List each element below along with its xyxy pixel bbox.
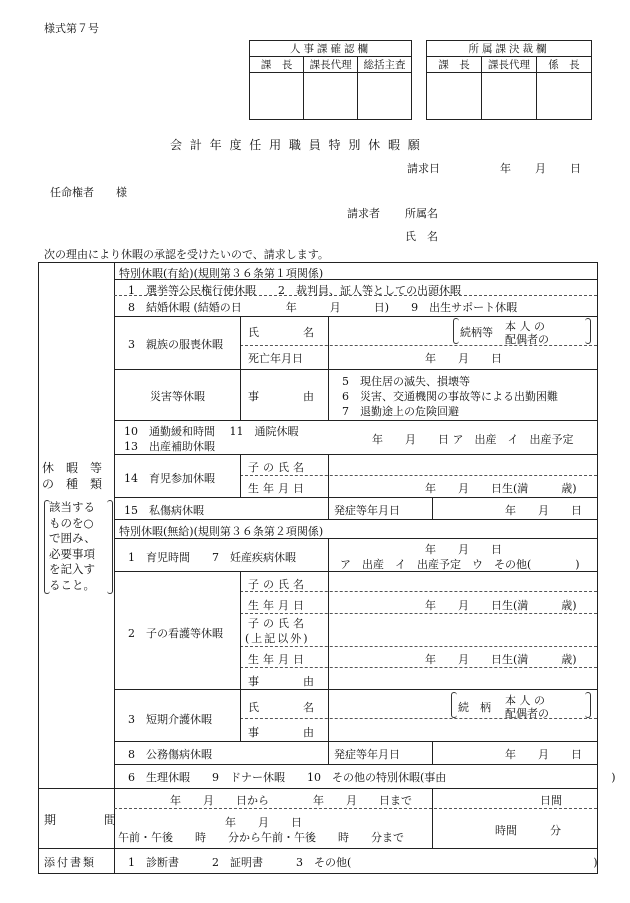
injury-onset-label: 発症等年月日 [334, 504, 400, 517]
commute-line1[interactable]: 10 通勤緩和時間 11 通院休暇 [124, 425, 299, 438]
dept-col-2: 課長代理 [482, 57, 537, 73]
unpaid-header: 特別休暇(無給)(規則第３６条第２項関係) [119, 525, 324, 538]
hr-col-3: 総括主査 [358, 57, 412, 73]
note-line-6: ること。 [49, 577, 95, 592]
nursing-birth-value[interactable]: 年 月 日生(満 歳) [425, 599, 577, 612]
hr-col-1: 課 長 [250, 57, 304, 73]
dept-stamp-1[interactable] [427, 73, 482, 120]
period-from-to[interactable]: 年 月 日から 年 月 日まで [170, 794, 412, 807]
disaster-reason-label: 事 由 [248, 390, 314, 403]
hr-approval-title: 人事課確認欄 [250, 41, 412, 57]
mourning-label[interactable]: 3 親族の服喪休暇 [128, 338, 223, 351]
other-leaves[interactable]: 6 生理休暇 9 ドナー休暇 10 その他の特別休暇(事由 ) [128, 771, 616, 784]
dept-stamp-2[interactable] [482, 73, 537, 120]
hr-approval-box [249, 40, 412, 120]
intro-text: 次の理由により休暇の承認を受けたいので、請求します。 [44, 248, 329, 261]
requester-name-label: 氏 名 [405, 230, 438, 243]
mourning-spouse[interactable]: 配偶者の [505, 333, 549, 346]
period-label: 期 間 [44, 813, 117, 827]
nursing-birth2-label: 生年月日 [248, 653, 308, 666]
page-title: 会 計 年 度 任 用 職 員 特 別 休 暇 願 [170, 138, 422, 152]
disaster-label[interactable]: 災害等休暇 [150, 390, 205, 403]
requester-label: 請求者 [347, 207, 380, 220]
nursing-reason-label: 事 由 [248, 675, 314, 688]
short-care-reason-label: 事 由 [248, 726, 314, 739]
request-date-day[interactable]: 日 [570, 162, 581, 175]
period-date[interactable]: 年 月 日 [225, 816, 302, 829]
dept-name-label: 所属名 [405, 207, 438, 220]
note-line-3: で囲み、 [49, 531, 96, 545]
work-injury-date[interactable]: 年 月 日 [505, 748, 582, 761]
mourning-death-date[interactable]: 年 月 日 [425, 352, 502, 365]
nursing-birth2-value[interactable]: 年 月 日生(満 歳) [425, 653, 577, 666]
work-injury-onset-label: 発症等年月日 [334, 748, 400, 761]
work-injury-label[interactable]: 8 公務傷病休暇 [128, 748, 212, 761]
leave-type-note [49, 500, 96, 593]
paid-row1-line2[interactable]: 8 結婚休暇 (結婚の日 年 月 日) 9 出生サポート休暇 [128, 301, 518, 314]
childcare-birth-value[interactable]: 年 月 日生(満 歳) [425, 482, 577, 495]
hr-stamp-1[interactable] [250, 73, 304, 120]
attachments-items[interactable]: 1 診断書 2 証明書 3 その他( ) [128, 856, 598, 869]
childcare-time-options[interactable]: ア 出産 イ 出産予定 ウ その他( ) [340, 558, 580, 571]
childcare-time-label[interactable]: 1 育児時間 7 妊産疾病休暇 [128, 551, 296, 564]
period-time-range[interactable]: 午前・午後 時 分から午前・午後 時 分まで [118, 831, 404, 844]
dept-approval-box [426, 40, 592, 120]
leave-type-title-1: 休 暇 等 [42, 461, 103, 475]
mourning-name-label: 氏 名 [248, 326, 314, 339]
injury-date[interactable]: 年 月 日 [505, 504, 582, 517]
dept-stamp-3[interactable] [536, 73, 591, 120]
childcare-time-date[interactable]: 年 月 日 [425, 543, 502, 556]
injury-label[interactable]: 15 私傷病休暇 [124, 504, 204, 517]
leave-type-title-2: の 種 類 [42, 477, 103, 491]
request-date-year[interactable]: 年 [500, 162, 511, 175]
hr-col-2: 課長代理 [304, 57, 358, 73]
commute-line2[interactable]: 13 出産補助休暇 [124, 440, 215, 453]
mourning-self[interactable]: 本 人 の [505, 320, 545, 333]
paid-header: 特別休暇(有給)(規則第３６条第１項関係) [119, 267, 324, 280]
childcare-label[interactable]: 14 育児参加休暇 [124, 472, 215, 485]
nursing-child-name2: 子の氏名 [248, 617, 308, 630]
short-care-relation: 続 柄 [458, 701, 491, 714]
short-care-spouse[interactable]: 配偶者の [505, 707, 549, 720]
form-id: 様式第７号 [44, 22, 99, 35]
disaster-item-6[interactable]: 6 災害、交通機関の事故等による出勤困難 [342, 390, 558, 403]
request-date-month[interactable]: 月 [535, 162, 546, 175]
period-days[interactable]: 日間 [540, 794, 562, 807]
note-line-2: ものを○ [49, 515, 94, 530]
childcare-child-name: 子の氏名 [248, 461, 308, 474]
note-line-5: を記入す [49, 562, 95, 576]
addressee: 任命権者 様 [50, 186, 127, 199]
dept-approval-title: 所属課決裁欄 [427, 41, 592, 57]
short-care-self[interactable]: 本 人 の [505, 694, 545, 707]
note-line-1: 該当する [49, 500, 95, 514]
attachments-label: 添付書類 [44, 856, 96, 869]
hr-stamp-2[interactable] [304, 73, 358, 120]
nursing-label[interactable]: 2 子の看護等休暇 [128, 627, 223, 640]
commute-date[interactable]: 年 月 日 ア 出産 イ 出産予定 [372, 433, 574, 446]
dept-col-3: 係 長 [536, 57, 591, 73]
nursing-child-name2-note: (上記以外) [245, 632, 310, 645]
hr-stamp-3[interactable] [358, 73, 412, 120]
short-care-label[interactable]: 3 短期介護休暇 [128, 713, 212, 726]
childcare-birth-label: 生年月日 [248, 482, 308, 495]
mourning-relation: 続柄等 [460, 326, 493, 339]
short-care-name-label: 氏 名 [248, 701, 314, 714]
disaster-item-5[interactable]: 5 現住居の滅失、損壊等 [342, 375, 470, 388]
dept-col-1: 課 長 [427, 57, 482, 73]
nursing-birth-label: 生年月日 [248, 599, 308, 612]
period-hours[interactable]: 時間 分 [495, 824, 561, 837]
request-date-label: 請求日 [407, 162, 440, 175]
disaster-item-7[interactable]: 7 退勤途上の危険回避 [342, 405, 459, 418]
paid-row1-line1[interactable]: 1 選挙等公民権行使休暇 2 裁判員、証人等としての出頭休暇 [128, 284, 461, 297]
mourning-death-label: 死亡年月日 [248, 352, 303, 365]
note-line-4: 必要事項 [49, 546, 95, 561]
nursing-child-name: 子の氏名 [248, 578, 308, 591]
